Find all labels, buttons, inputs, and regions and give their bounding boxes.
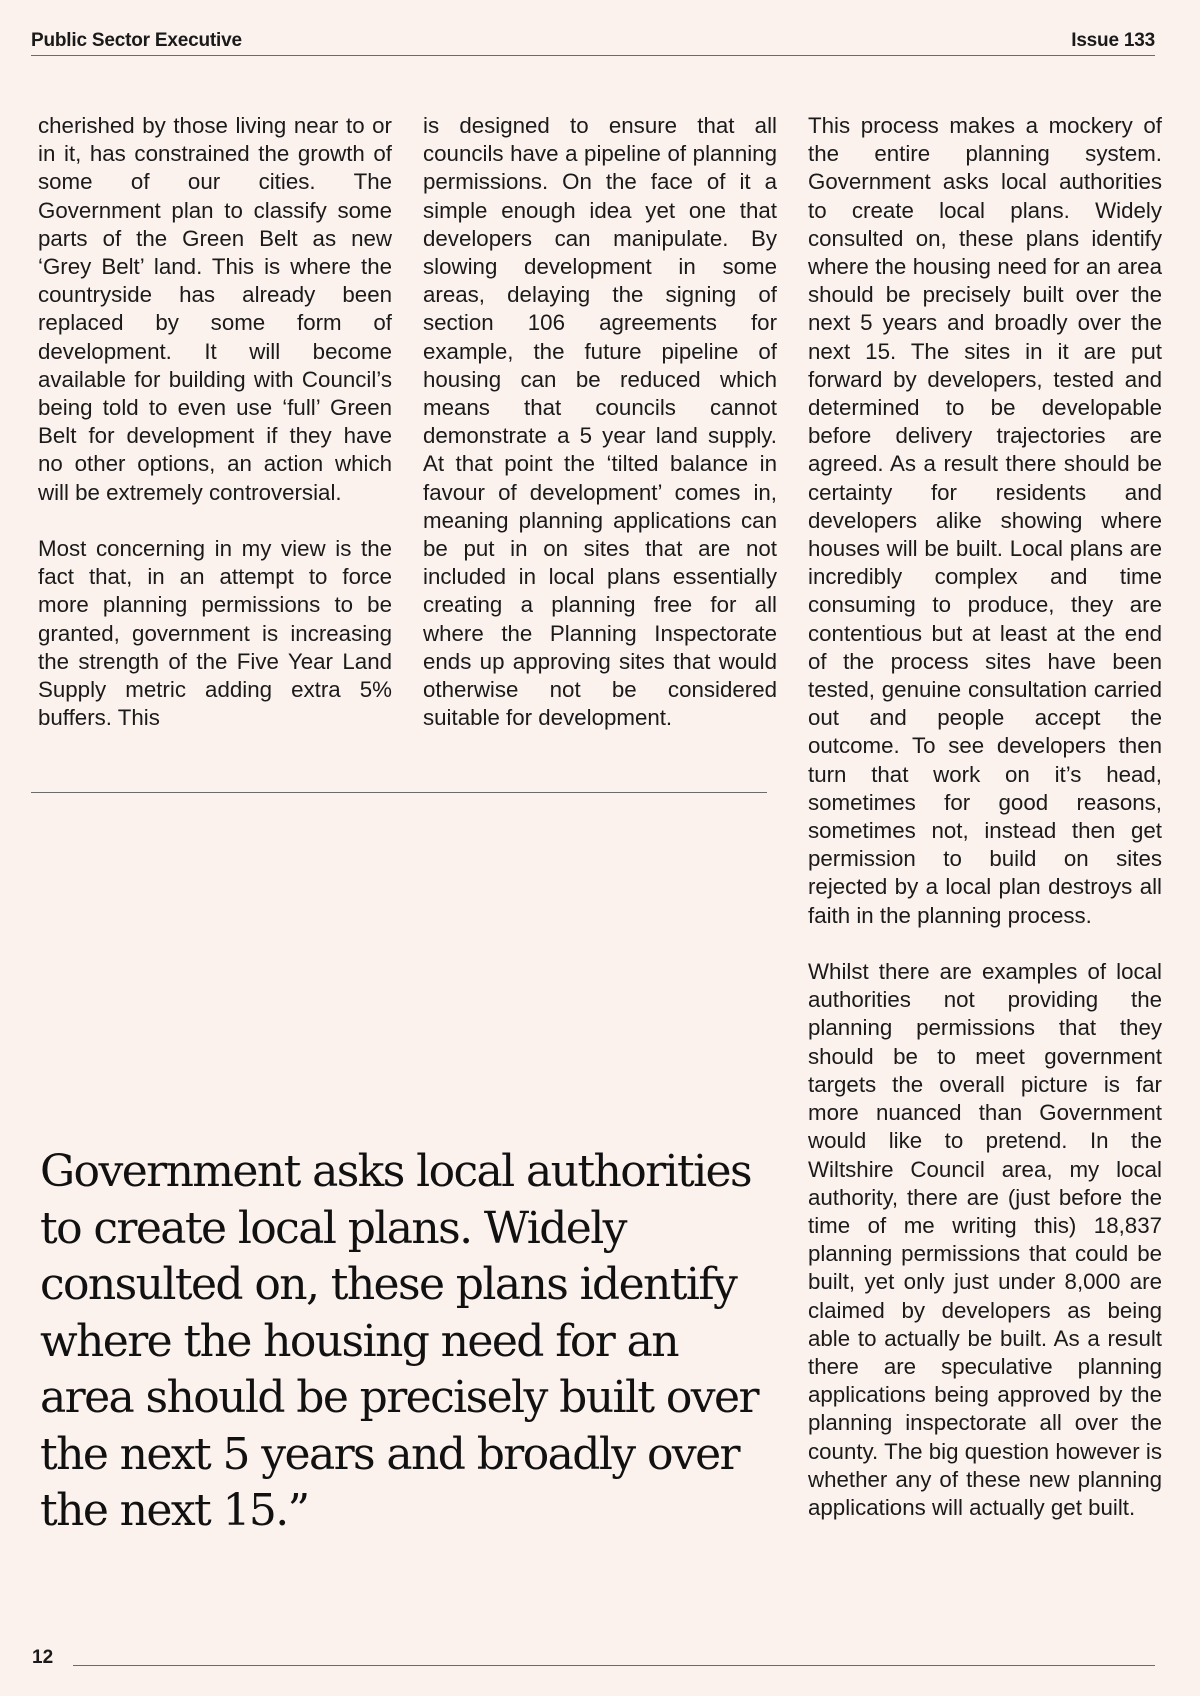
section-divider	[31, 792, 767, 793]
article-column-1	[38, 112, 392, 732]
paragraph: is designed to ensure that all councils have a pipeline of planning permissions. On the face of it a simple enough idea yet one that developers can manipulate. By slowing development in some areas, delaying the signing of section 106 agreements for example, the future pipeline of housing can be reduced which means that councils cannot demonstrate a 5 year land supply. At that point the ‘tilted balance in favour of development’ comes in, meaning planning applications can be put in on sites that are not included in local plans essentially creating a planning free for all where the Planning Inspectorate ends up approving sites that would otherwise not be considered suitable for development.	[423, 113, 777, 731]
header-divider	[31, 55, 1155, 56]
article-column-2	[423, 112, 777, 732]
publication-title: Public Sector Executive	[31, 30, 242, 51]
footer-divider	[73, 1665, 1155, 1666]
paragraph: Whilst there are examples of local authorities not providing the planning permissions that they should be to meet government targets the overall picture is far more nuanced than Government would like to pretend. In the Wiltshire Council area, my local authority, there are (just before the time of me writing this) 18,837 planning permissions that could be built, yet only just under 8,000 are claimed by developers as being able to actually be built. As a result there are speculative planning applications being approved by the planning inspectorate all over the county. The big question however is whether any of these new planning applications will actually get built.	[808, 959, 1162, 1520]
article-column-3	[808, 112, 1162, 1522]
paragraph: This process makes a mockery of the entire planning system. Government asks local authorities to create local plans. Widely consulted on, these plans identify where the housing need for an area should be precisely built over the next 5 years and broadly over the next 15. The sites in it are put forward by developers, tested and determined to be developable before delivery trajectories are agreed. As a result there should be certainty for residents and developers alike showing where houses will be built. Local plans are incredibly complex and time consuming to produce, they are contentious but at least at the end of the process sites have been tested, genuine consultation carried out and people accept the outcome. To see developers then turn that work on it’s head, sometimes for good reasons, sometimes not, instead then get permission to build on sites rejected by a local plan destroys all faith in the planning process.	[808, 113, 1162, 928]
pull-quote: Government asks local authorities to create local plans. Widely consulted on, these plans identify where the housing need for an area should be precisely built over the next 5 years and broadly over the next 15.”	[40, 1146, 758, 1536]
page-number: 12	[32, 1647, 54, 1668]
issue-number: Issue 133	[1071, 30, 1155, 51]
paragraph: Most concerning in my view is the fact that, in an attempt to force more planning permissions to be granted, government is increasing the strength of the Five Year Land Supply metric adding extra 5% buffers. This	[38, 536, 392, 731]
paragraph: cherished by those living near to or in it, has constrained the growth of some of our cities. The Government plan to classify some parts of the Green Belt as new ‘Grey Belt’ land. This is where the countryside has already been replaced by some form of development. It will become available for building with Council’s being told to even use ‘full’ Green Belt for development if they have no other options, an action which will be extremely controversial.	[38, 113, 392, 505]
